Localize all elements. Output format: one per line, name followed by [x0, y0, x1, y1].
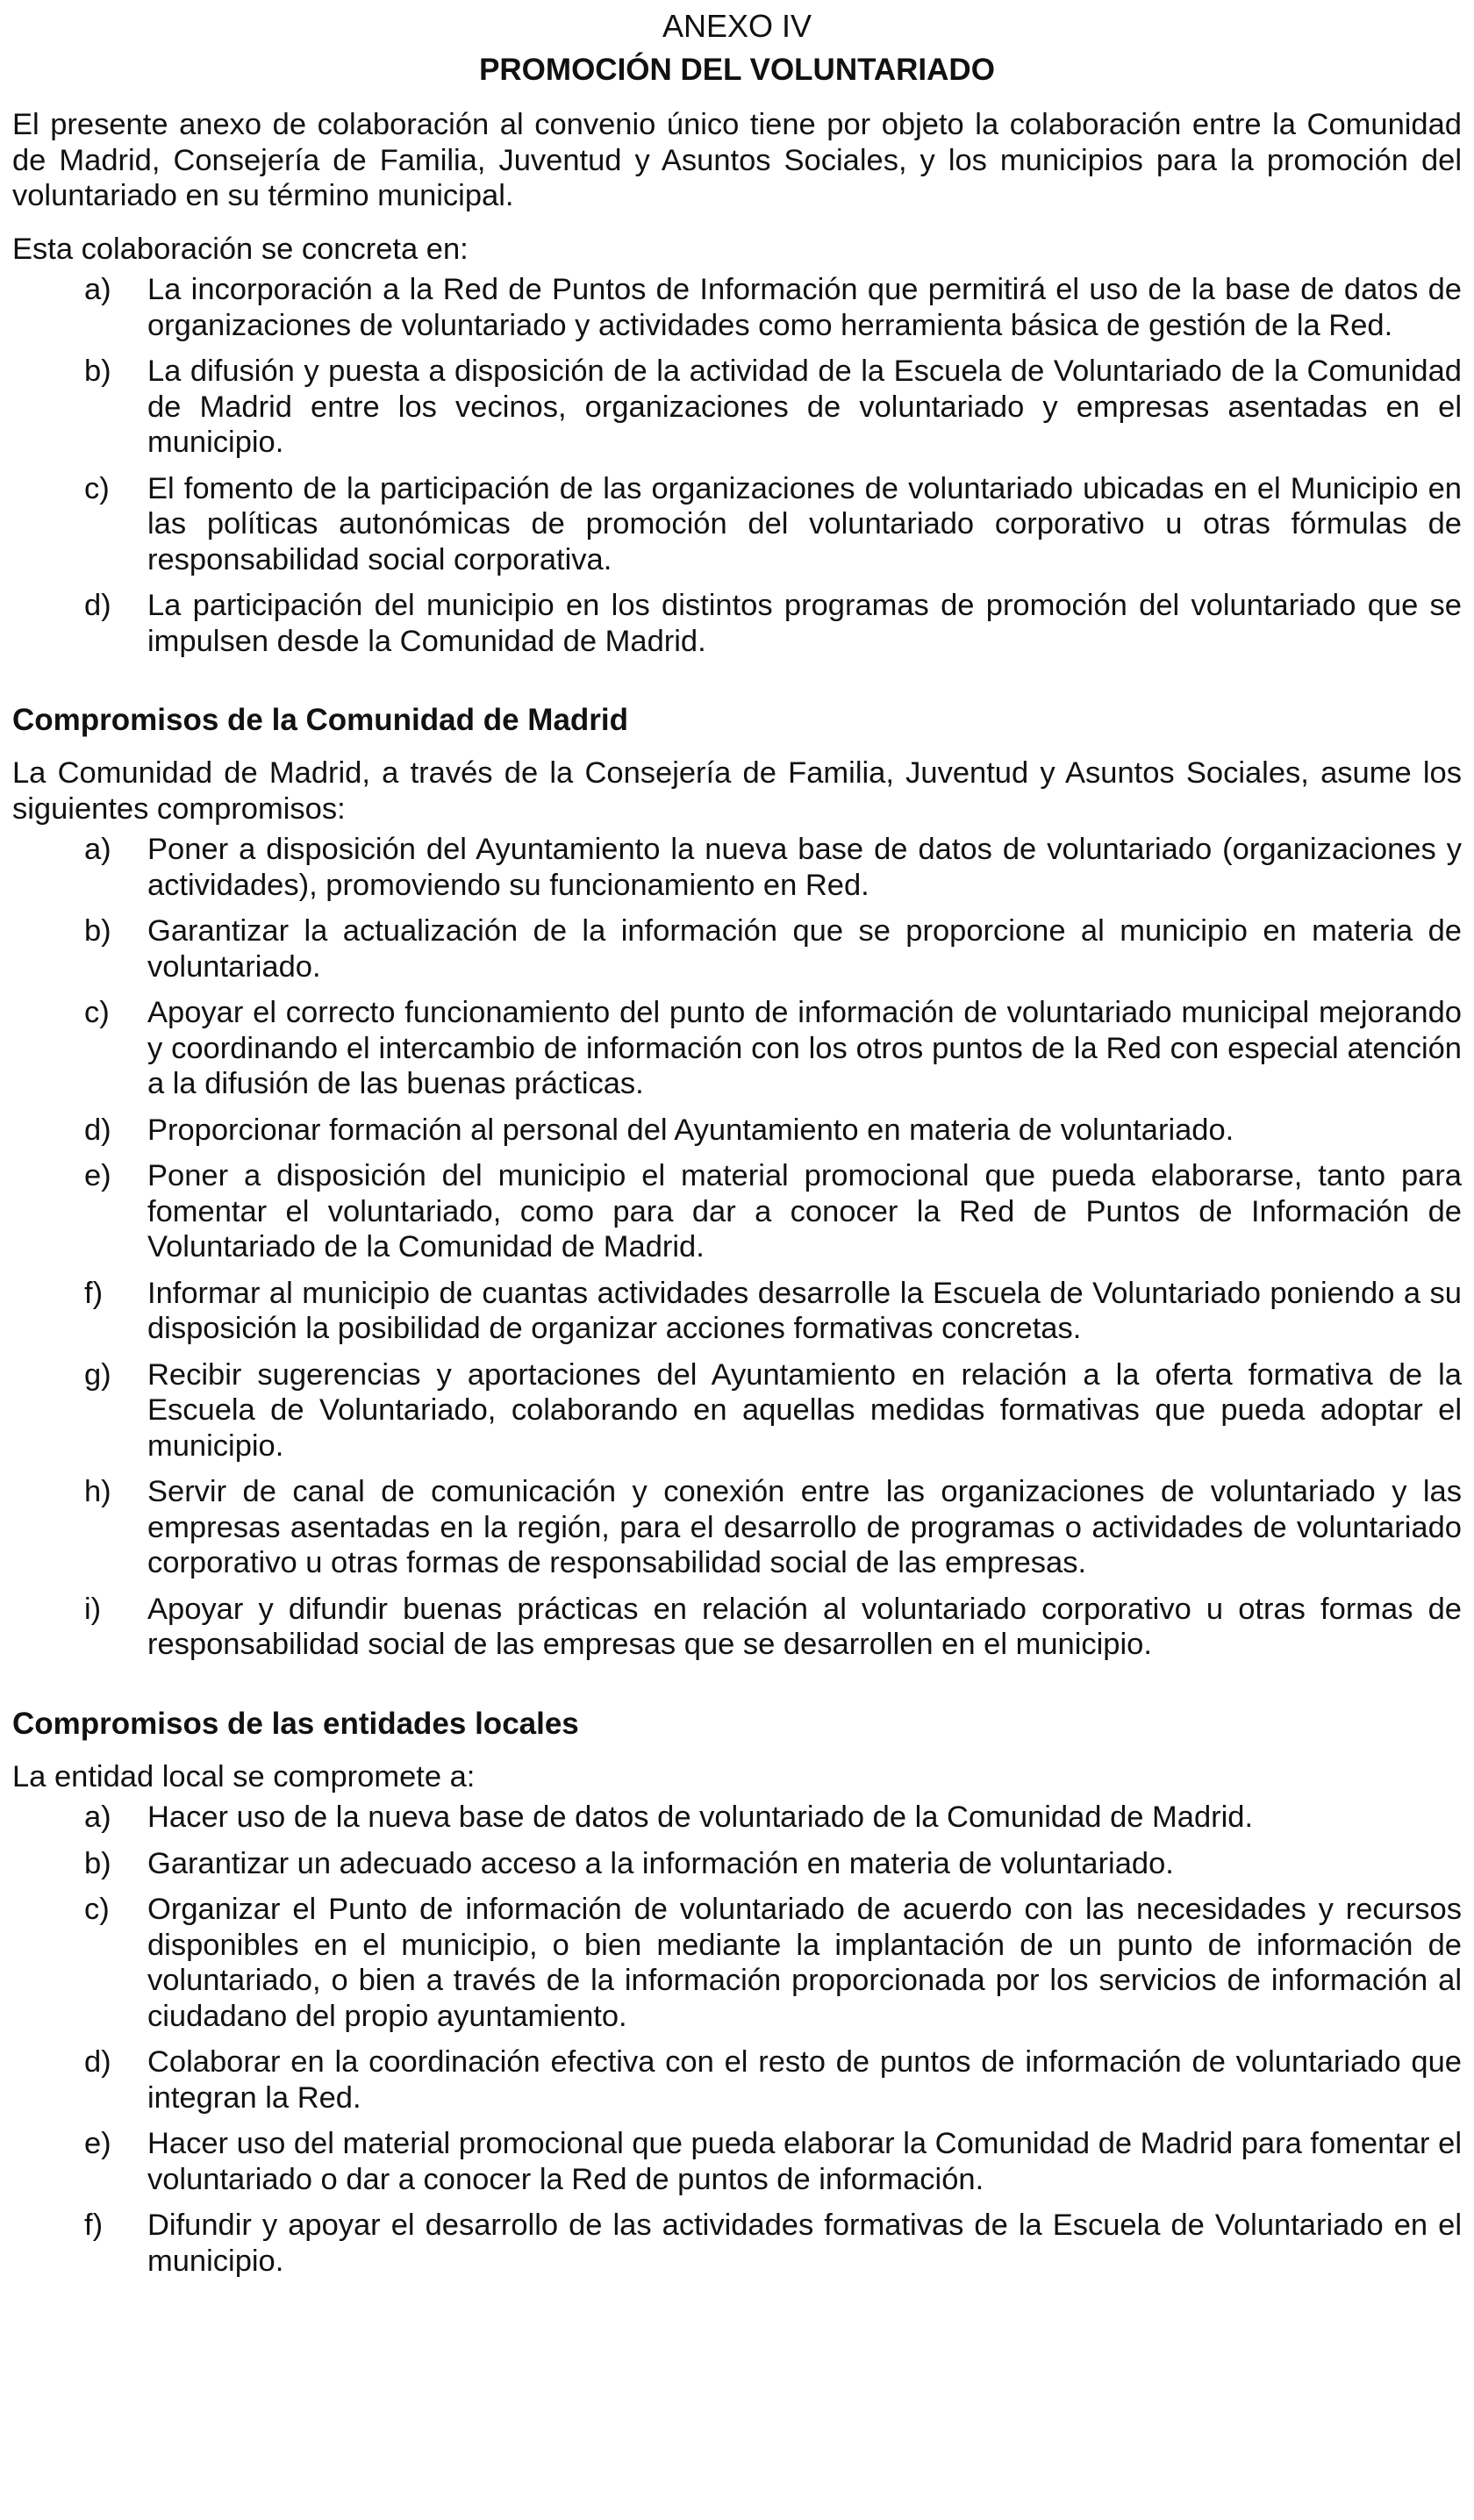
list-item-letter: c)	[84, 1893, 110, 1926]
list-item-letter: g)	[84, 1357, 111, 1392]
list-item-text: Servir de canal de comunicación y conexión entre las organizaciones de voluntariado y las empresas asentadas en la región, para el desarrollo de programas o actividades de voluntariado corporativo u otras formas de responsabilidad social de las empresas.	[147, 1475, 1462, 1579]
list-item-letter: a)	[84, 1801, 111, 1834]
list-item-text: Difundir y apoyar el desarrollo de las actividades formativas de la Escuela de Voluntariado en el municipio.	[147, 2209, 1462, 2278]
list-item-text: Poner a disposición del Ayuntamiento la nueva base de datos de voluntariado (organizaciones y actividades), promoviendo su funcionamiento en Red.	[147, 833, 1462, 902]
list-item	[12, 913, 1462, 984]
list-item-letter: a)	[84, 833, 111, 866]
list-item-text: El fomento de la participación de las organizaciones de voluntariado ubicadas en el Municipio en las políticas autonómicas de promoción del voluntariado corporativo u otras fórmulas de responsabilidad social corporativa.	[147, 471, 1462, 576]
intro-paragraph: El presente anexo de colaboración al convenio único tiene por objeto la colaboración entre la Comunidad de Madrid, Consejería de Familia, Juventud y Asuntos Sociales, y los municipios para la promoción del voluntariado en su término municipal.	[12, 108, 1462, 212]
madrid-commitments-list	[12, 832, 1462, 1663]
list-item	[12, 588, 1462, 659]
list-item-letter: e)	[84, 1159, 111, 1192]
list-item-letter: f)	[84, 1276, 104, 1310]
list-item	[12, 1276, 1462, 1347]
list-item-text: La difusión y puesta a disposición de la actividad de la Escuela de Voluntariado de la Comunidad de Madrid entre los vecinos, organizaciones de voluntariado y empresas asentadas en el municipio.	[147, 354, 1462, 459]
list-item	[12, 1800, 1462, 1836]
intro-list	[12, 272, 1462, 659]
section-heading-madrid: Compromisos de la Comunidad de Madrid	[12, 703, 629, 737]
list-item-text: Recibir sugerencias y aportaciones del Ayuntamiento en relación a la oferta formativa de la Escuela de Voluntariado, colaborando en aquellas medidas formativas que pueda adoptar el municipio.	[147, 1357, 1462, 1463]
list-item	[12, 272, 1462, 343]
list-item-text: Organizar el Punto de información de voluntariado de acuerdo con las necesidades y recursos disponibles en el municipio, o bien mediante la implantación de un punto de información de voluntariado, o bien a través de la información proporcionada por los servicios de información al ciudadano del propio ayuntamiento.	[147, 1893, 1462, 2033]
list-item	[12, 1474, 1462, 1581]
list-item	[12, 1113, 1462, 1149]
list-item	[12, 1592, 1462, 1663]
list-item	[12, 2208, 1462, 2279]
list-item-letter: d)	[84, 1113, 111, 1147]
list-item-letter: e)	[84, 2127, 111, 2160]
list-item	[12, 471, 1462, 578]
list-item-text: Garantizar la actualización de la información que se proporcione al municipio en materia de voluntariado.	[147, 914, 1462, 984]
list-item-letter: c)	[84, 471, 110, 505]
list-item	[12, 2126, 1462, 2197]
list-item-text: Apoyar y difundir buenas prácticas en relación al voluntariado corporativo u otras formas de responsabilidad social de las empresas que se desarrollen en el municipio.	[147, 1592, 1462, 1661]
list-item-letter: b)	[84, 914, 111, 948]
list-item-text: Hacer uso del material promocional que pueda elaborar la Comunidad de Madrid para fomentar el voluntariado o dar a conocer la Red de puntos de información.	[147, 2127, 1462, 2196]
list-item	[12, 354, 1462, 461]
annex-label: ANEXO IV	[662, 8, 812, 44]
document-page	[12, 7, 1462, 2289]
list-item	[12, 1357, 1462, 1464]
list-item-letter: h)	[84, 1475, 111, 1508]
list-item	[12, 995, 1462, 1102]
list-item	[12, 1892, 1462, 2034]
list-item-text: Hacer uso de la nueva base de datos de voluntariado de la Comunidad de Madrid.	[147, 1801, 1254, 1834]
list-item-letter: b)	[84, 1846, 111, 1880]
madrid-lead: La Comunidad de Madrid, a través de la Consejería de Familia, Juventud y Asuntos Sociales, asume los siguientes compromisos:	[12, 756, 1462, 826]
list-item	[12, 1846, 1462, 1882]
list-item-text: Apoyar el correcto funcionamiento del punto de información de voluntariado municipal mejorando y coordinando el intercambio de información con los otros puntos de la Red con especial atención a la difusión de las buenas prácticas.	[147, 996, 1462, 1100]
list-item-letter: d)	[84, 2045, 111, 2079]
local-lead: La entidad local se compromete a:	[12, 1759, 476, 1793]
list-item-text: Proporcionar formación al personal del Ayuntamiento en materia de voluntariado.	[147, 1113, 1234, 1147]
list-item-text: Poner a disposición del municipio el material promocional que pueda elaborarse, tanto para fomentar el voluntariado, como para dar a conocer la Red de Puntos de Información de Voluntariado de la Comunidad de Madrid.	[147, 1159, 1462, 1264]
annex-title: PROMOCIÓN DEL VOLUNTARIADO	[479, 53, 995, 87]
intro-lead: Esta colaboración se concreta en:	[12, 232, 469, 266]
list-item-text: Garantizar un adecuado acceso a la información en materia de voluntariado.	[147, 1846, 1174, 1880]
list-item-letter: f)	[84, 2209, 104, 2242]
list-item-letter: d)	[84, 589, 111, 622]
list-item-text: La incorporación a la Red de Puntos de Información que permitirá el uso de la base de datos de organizaciones de voluntariado y actividades como herramienta básica de gestión de la Red.	[147, 273, 1462, 342]
list-item	[12, 2044, 1462, 2116]
list-item-text: Colaborar en la coordinación efectiva con el resto de puntos de información de voluntariado que integran la Red.	[147, 2045, 1462, 2115]
list-item-text: Informar al municipio de cuantas actividades desarrolle la Escuela de Voluntariado poniendo a su disposición la posibilidad de organizar acciones formativas concretas.	[147, 1276, 1462, 1345]
list-item	[12, 1158, 1462, 1265]
section-heading-local: Compromisos de las entidades locales	[12, 1706, 579, 1741]
local-commitments-list	[12, 1800, 1462, 2279]
list-item-letter: b)	[84, 354, 111, 388]
list-item-letter: i)	[84, 1592, 102, 1626]
list-item-letter: c)	[84, 996, 110, 1029]
list-item-letter: a)	[84, 273, 111, 306]
list-item	[12, 832, 1462, 903]
list-item-text: La participación del municipio en los distintos programas de promoción del voluntariado que se impulsen desde la Comunidad de Madrid.	[147, 589, 1462, 658]
